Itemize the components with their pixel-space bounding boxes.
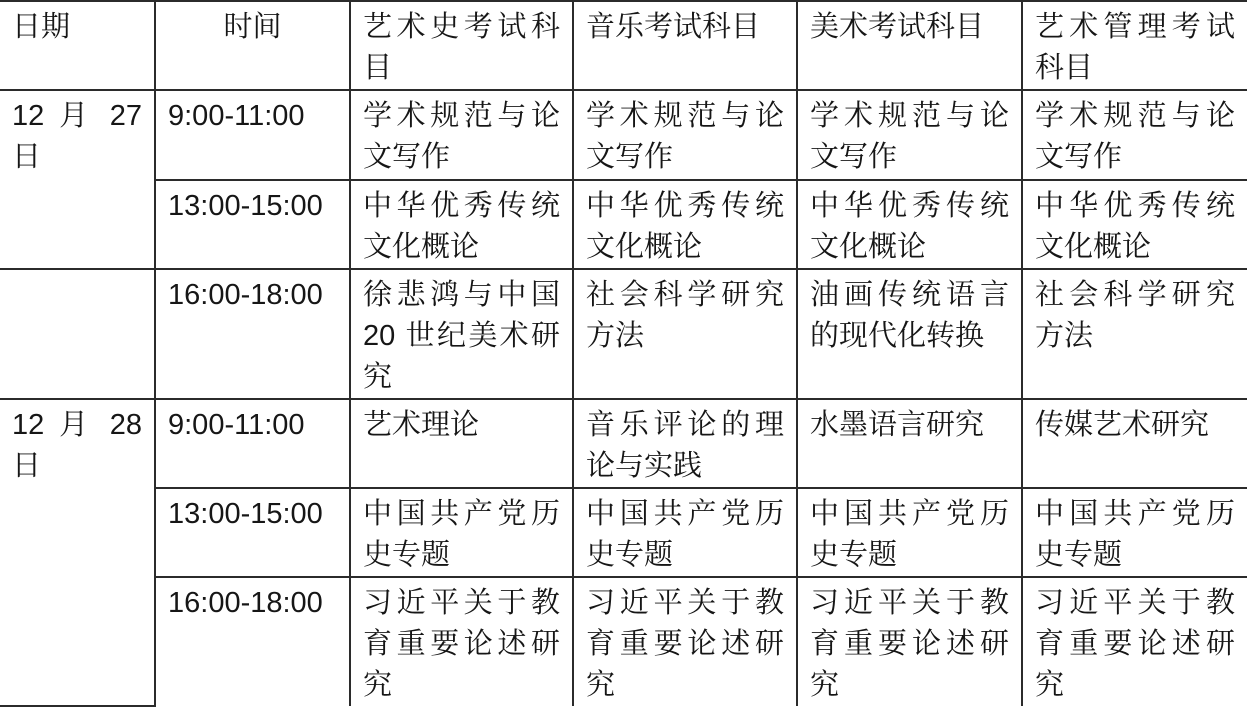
header-cell-art-management: 艺术管理考试科目	[1022, 1, 1247, 90]
header-row	[0, 1, 1247, 90]
subject-cell: 习近平关于教育重要论述研究	[573, 577, 797, 706]
time-cell: 16:00-18:00	[155, 577, 350, 706]
subject-cell: 学术规范与论文写作	[1022, 90, 1247, 180]
subject-cell: 社会科学研究方法	[573, 269, 797, 399]
time-cell: 13:00-15:00	[155, 488, 350, 577]
subject-cell: 学术规范与论文写作	[797, 90, 1022, 180]
date-cell-empty	[0, 269, 155, 399]
header-cell-fine-arts: 美术考试科目	[797, 1, 1022, 90]
subject-cell: 中华优秀传统文化概论	[573, 180, 797, 269]
subject-cell: 中国共产党历史专题	[573, 488, 797, 577]
time-cell: 16:00-18:00	[155, 269, 350, 399]
subject-cell: 学术规范与论文写作	[350, 90, 573, 180]
time-cell: 9:00-11:00	[155, 399, 350, 488]
subject-cell: 中华优秀传统文化概论	[350, 180, 573, 269]
table-row	[0, 180, 1247, 269]
table-row	[0, 488, 1247, 577]
subject-cell: 习近平关于教育重要论述研究	[1022, 577, 1247, 706]
subject-cell: 水墨语言研究	[797, 399, 1022, 488]
header-cell-art-history: 艺术史考试科目	[350, 1, 573, 90]
subject-cell: 徐悲鸿与中国 20 世纪美术研究	[350, 269, 573, 399]
header-cell-time: 时间	[155, 1, 350, 90]
header-cell-music: 音乐考试科目	[573, 1, 797, 90]
table-row	[0, 269, 1247, 399]
table-row	[0, 90, 1247, 180]
subject-cell: 习近平关于教育重要论述研究	[350, 577, 573, 706]
subject-cell: 学术规范与论文写作	[573, 90, 797, 180]
header-cell-date: 日期	[0, 1, 155, 90]
date-cell-dec28: 12 月 28 日	[0, 399, 155, 706]
date-cell-dec27: 12 月 27 日	[0, 90, 155, 269]
subject-cell: 社会科学研究方法	[1022, 269, 1247, 399]
table-row	[0, 399, 1247, 488]
table-row	[0, 577, 1247, 706]
subject-cell: 油画传统语言的现代化转换	[797, 269, 1022, 399]
time-cell: 9:00-11:00	[155, 90, 350, 180]
subject-cell: 中华优秀传统文化概论	[1022, 180, 1247, 269]
subject-cell: 艺术理论	[350, 399, 573, 488]
subject-cell: 习近平关于教育重要论述研究	[797, 577, 1022, 706]
subject-cell: 音乐评论的理论与实践	[573, 399, 797, 488]
subject-cell: 中华优秀传统文化概论	[797, 180, 1022, 269]
subject-cell: 传媒艺术研究	[1022, 399, 1247, 488]
time-cell: 13:00-15:00	[155, 180, 350, 269]
subject-cell: 中国共产党历史专题	[797, 488, 1022, 577]
subject-cell: 中国共产党历史专题	[350, 488, 573, 577]
subject-cell: 中国共产党历史专题	[1022, 488, 1247, 577]
